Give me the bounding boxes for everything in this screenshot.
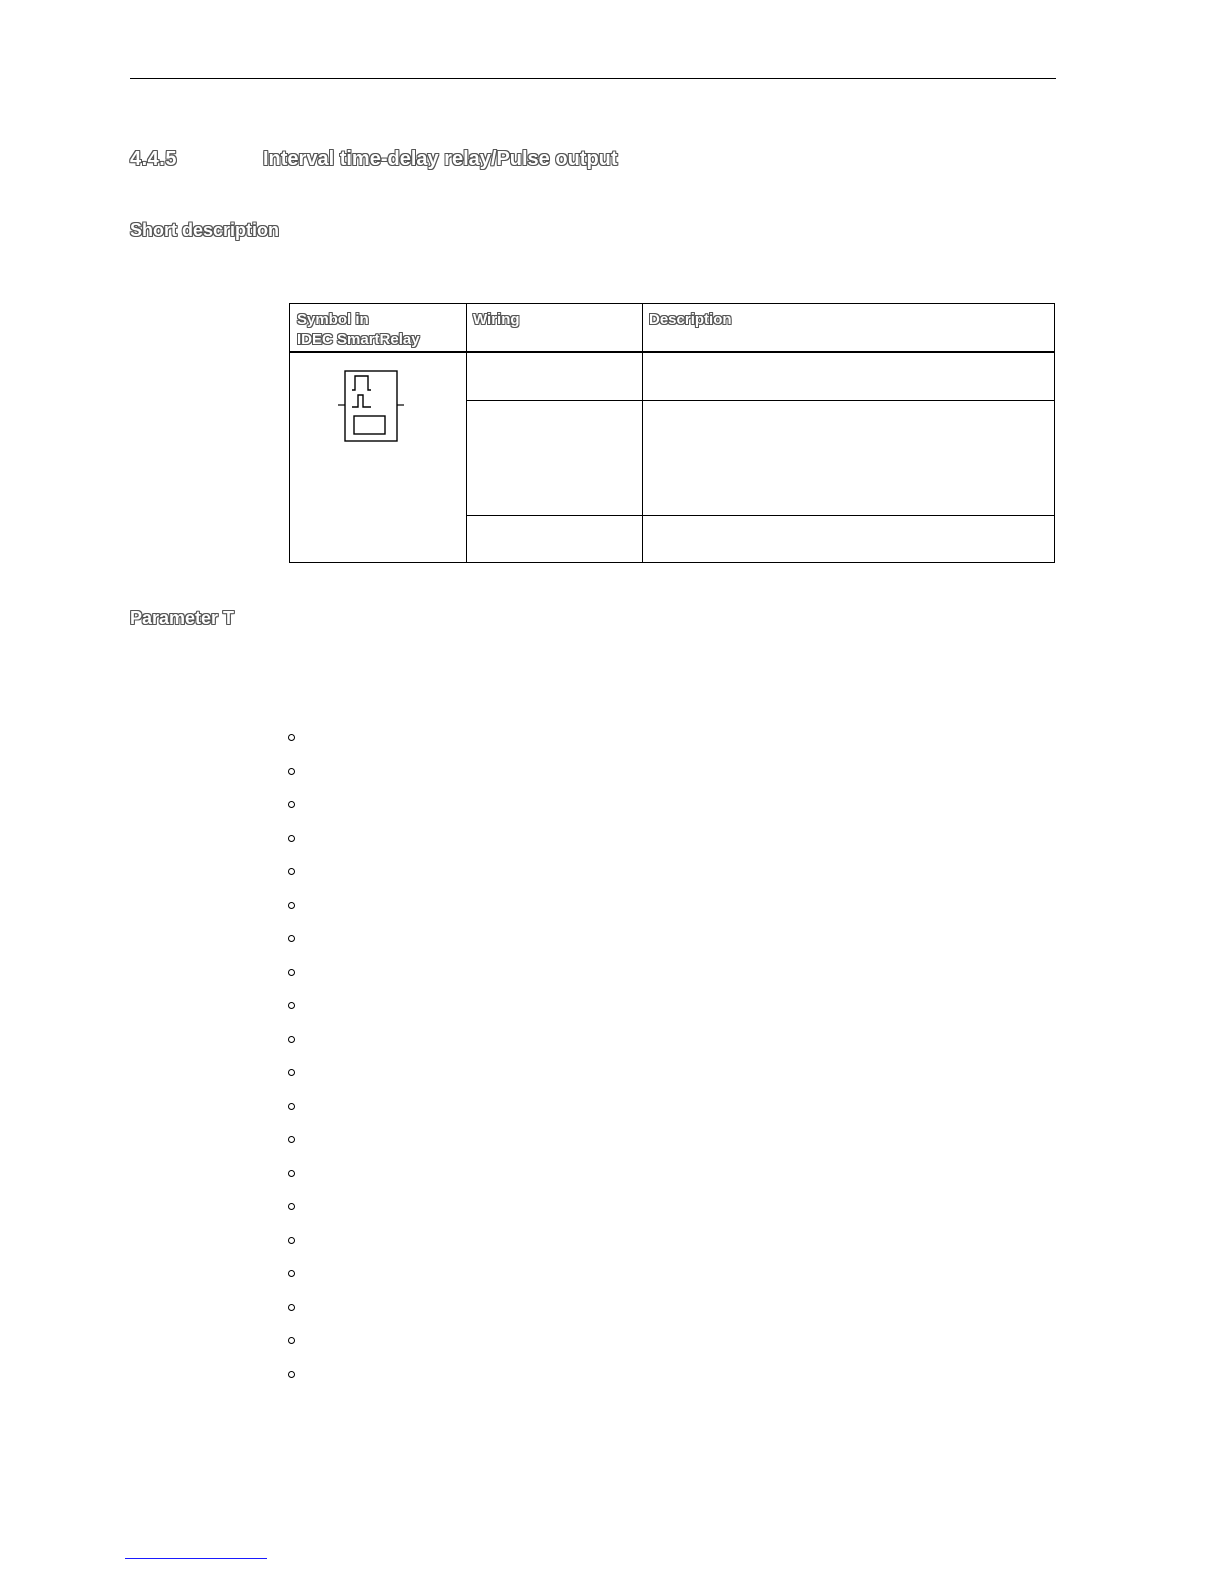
hollow-circle-bullet-icon [288,969,295,976]
hollow-circle-bullet-icon [288,801,295,808]
list-item [288,1302,295,1336]
hollow-circle-bullet-icon [288,768,295,775]
table-header-symbol [297,310,462,350]
hollow-circle-bullet-icon [288,1069,295,1076]
interval-pulse-block-icon [338,368,408,444]
subheading-parameter-t: Parameter T [130,608,235,628]
list-item [288,766,295,800]
list-item [288,1034,295,1068]
hollow-circle-bullet-icon [288,1337,295,1344]
section-title: Interval time-delay relay/Pulse output [263,148,618,170]
table-header-description: Description [649,311,732,328]
list-item [288,1369,295,1403]
list-item [288,1335,295,1369]
list-item [288,1235,295,1269]
hollow-circle-bullet-icon [288,935,295,942]
hollow-circle-bullet-icon [288,1371,295,1378]
hollow-circle-bullet-icon [288,734,295,741]
hollow-circle-bullet-icon [288,1002,295,1009]
hollow-circle-bullet-icon [288,1103,295,1110]
table-header-wiring: Wiring [473,311,520,328]
hollow-circle-bullet-icon [288,1237,295,1244]
list-item [288,1168,295,1202]
header-symbol-line-2: IDEC SmartRelay [297,331,420,348]
list-item [288,1067,295,1101]
list-item [288,866,295,900]
table-row-divider [466,515,1054,516]
header-rule [130,78,1056,79]
list-item [288,1000,295,1034]
hollow-circle-bullet-icon [288,1203,295,1210]
table-row-divider [466,400,1054,401]
list-item [288,1201,295,1235]
hollow-circle-bullet-icon [288,1170,295,1177]
header-symbol-line-1: Symbol in [297,311,369,328]
hollow-circle-bullet-icon [288,1136,295,1143]
list-item [288,799,295,833]
list-item [288,1101,295,1135]
subheading-short-description: Short description [130,220,280,240]
list-item [288,1134,295,1168]
table-column-divider [466,304,467,562]
table-column-divider [642,304,643,562]
hollow-circle-bullet-icon [288,1036,295,1043]
table-header-rule [290,351,1054,353]
hollow-circle-bullet-icon [288,1270,295,1277]
footnote-rule [125,1558,267,1559]
list-item [288,833,295,867]
list-item [288,900,295,934]
list-item [288,933,295,967]
section-number: 4.4.5 [130,148,177,170]
function-table [289,303,1055,563]
bullet-list [288,732,295,1402]
list-item [288,967,295,1001]
list-item [288,1268,295,1302]
hollow-circle-bullet-icon [288,835,295,842]
hollow-circle-bullet-icon [288,868,295,875]
hollow-circle-bullet-icon [288,902,295,909]
list-item [288,732,295,766]
hollow-circle-bullet-icon [288,1304,295,1311]
